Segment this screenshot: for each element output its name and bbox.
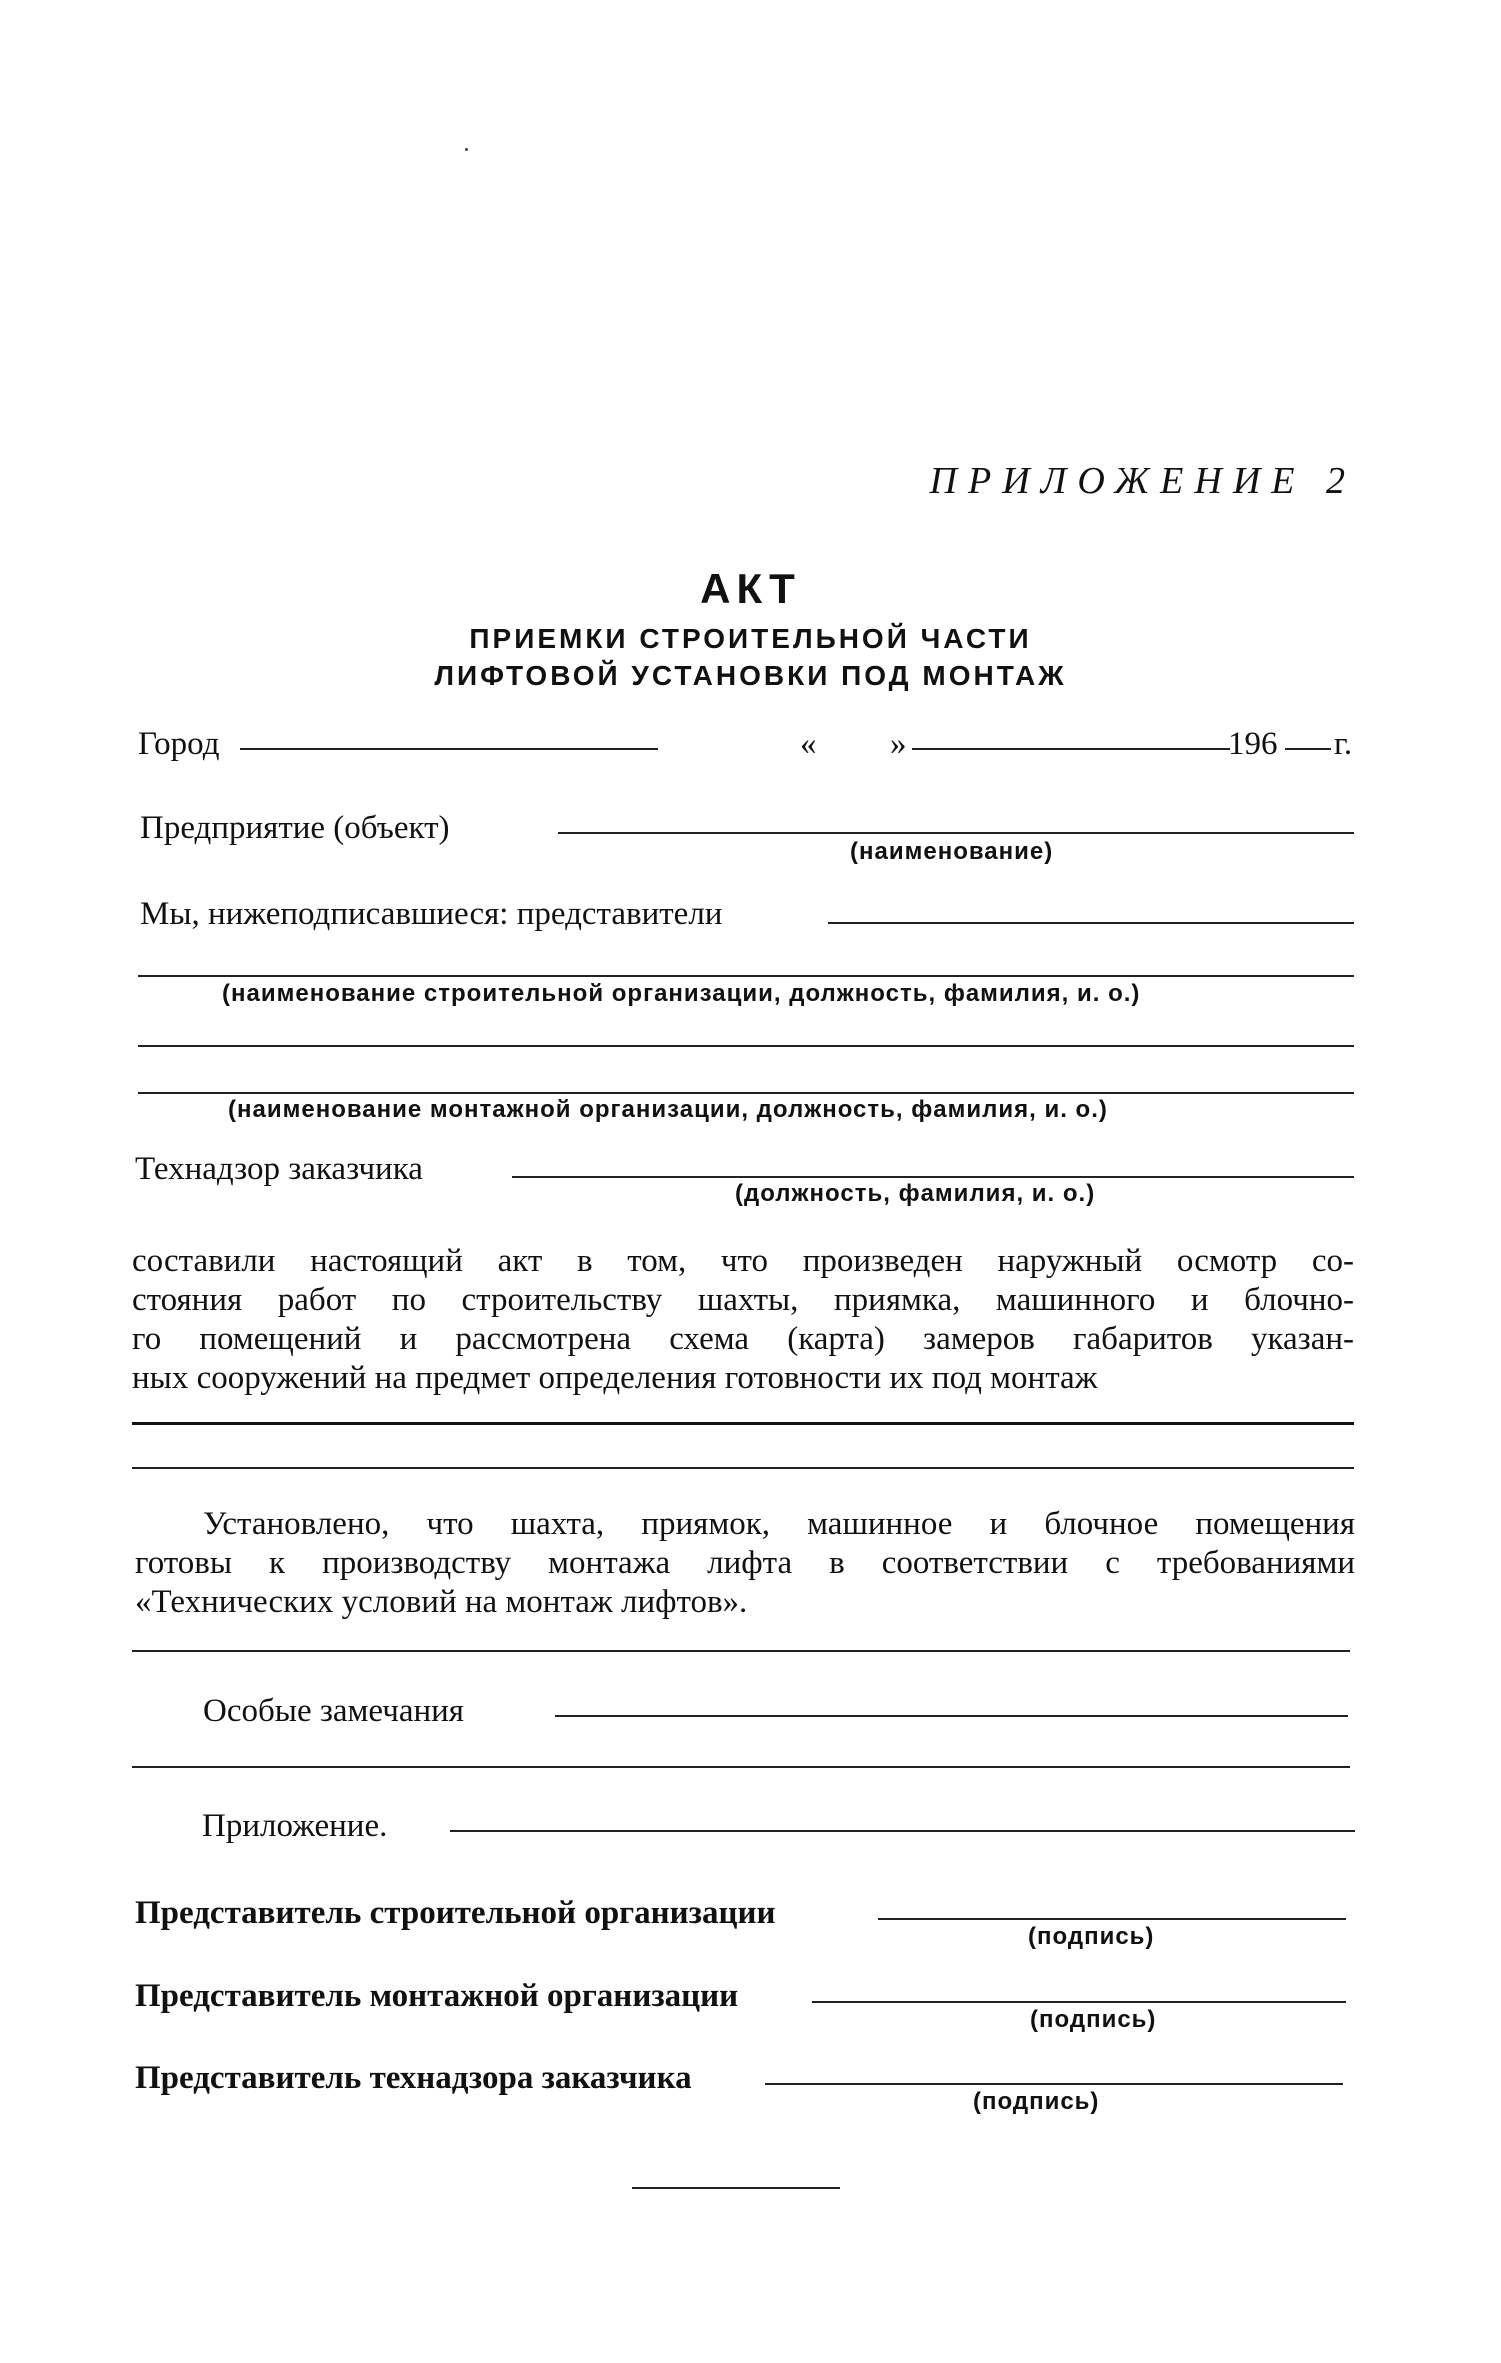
signature-label-installation: Представитель монтажной организации xyxy=(135,1978,739,2014)
year-prefix: 196 xyxy=(1228,726,1278,762)
inspection-fill-line-2 xyxy=(132,1467,1354,1469)
signature-line-supervision xyxy=(765,2083,1343,2085)
construction-org-caption: (наименование строительной организации, должность, фамилия, и. о.) xyxy=(222,980,1141,1007)
representatives-fill-line xyxy=(828,922,1354,924)
established-fill-line xyxy=(132,1650,1350,1652)
year-suffix: г. xyxy=(1334,726,1353,762)
remarks-fill-line xyxy=(555,1715,1348,1717)
paragraph-established-line: «Технических условий на монтаж лифтов». xyxy=(135,1584,748,1620)
paragraph-inspection-line: составили настоящий акт в том, что произведен наружный осмотр со- xyxy=(132,1243,1354,1279)
signature-caption-construction: (подпись) xyxy=(1028,1923,1155,1950)
date-quote-open: « xyxy=(800,726,817,762)
enterprise-label: Предприятие (объект) xyxy=(140,810,450,846)
document-subtitle-line-2: ЛИФТОВОЙ УСТАНОВКИ ПОД МОНТАЖ xyxy=(434,660,1067,691)
remarks-label: Особые замечания xyxy=(203,1693,464,1729)
enterprise-caption: (наименование) xyxy=(850,838,1054,865)
supervision-label: Технадзор заказчика xyxy=(135,1151,423,1187)
construction-org-fill-line xyxy=(138,975,1354,977)
remarks-fill-line-2 xyxy=(132,1766,1350,1768)
paragraph-established xyxy=(135,1505,1355,1622)
inspection-fill-line-1 xyxy=(132,1422,1354,1425)
appendix-label: ПРИЛОЖЕНИЕ 2 xyxy=(929,460,1356,502)
paragraph-inspection-line: ных сооружений на предмет определения готовности их под монтаж xyxy=(132,1360,1098,1396)
signature-caption-supervision: (подпись) xyxy=(973,2088,1100,2115)
supervision-caption: (должность, фамилия, и. о.) xyxy=(735,1180,1096,1207)
date-quote-close: » xyxy=(890,726,907,762)
representatives-label: Мы, нижеподписавшиеся: представители xyxy=(140,896,723,932)
installation-org-fill-line xyxy=(138,1092,1354,1094)
document-subtitle-line-1: ПРИЕМКИ СТРОИТЕЛЬНОЙ ЧАСТИ xyxy=(469,623,1032,654)
stray-dot-mark xyxy=(465,148,468,151)
extra-fill-line-1 xyxy=(138,1045,1354,1047)
signature-line-construction xyxy=(878,1918,1346,1920)
paragraph-established-line: готовы к производству монтажа лифта в соответствии с требованиями xyxy=(135,1545,1355,1581)
supervision-fill-line xyxy=(512,1176,1354,1178)
paragraph-inspection-line: го помещений и рассмотрена схема (карта) замеров габаритов указан- xyxy=(132,1321,1354,1357)
city-label: Город xyxy=(138,726,220,762)
month-fill-line xyxy=(912,748,1230,750)
end-divider-line xyxy=(632,2187,840,2189)
city-fill-line xyxy=(240,748,658,750)
document-title: АКТ xyxy=(700,565,801,612)
paragraph-inspection-line: стояния работ по строительству шахты, приямка, машинного и блочно- xyxy=(132,1282,1354,1318)
signature-caption-installation: (подпись) xyxy=(1030,2006,1157,2033)
enterprise-fill-line xyxy=(558,832,1354,834)
paragraph-inspection xyxy=(132,1242,1354,1398)
signature-label-supervision: Представитель технадзора заказчика xyxy=(135,2060,692,2096)
attachment-label: Приложение. xyxy=(202,1808,388,1844)
installation-org-caption: (наименование монтажной организации, должность, фамилия, и. о.) xyxy=(228,1096,1108,1123)
signature-label-construction: Представитель строительной организации xyxy=(135,1895,776,1931)
signature-line-installation xyxy=(812,2001,1346,2003)
attachment-fill-line xyxy=(450,1830,1355,1832)
paragraph-established-line: Установлено, что шахта, приямок, машинное и блочное помещения xyxy=(203,1506,1355,1542)
year-fill-line xyxy=(1285,748,1331,750)
